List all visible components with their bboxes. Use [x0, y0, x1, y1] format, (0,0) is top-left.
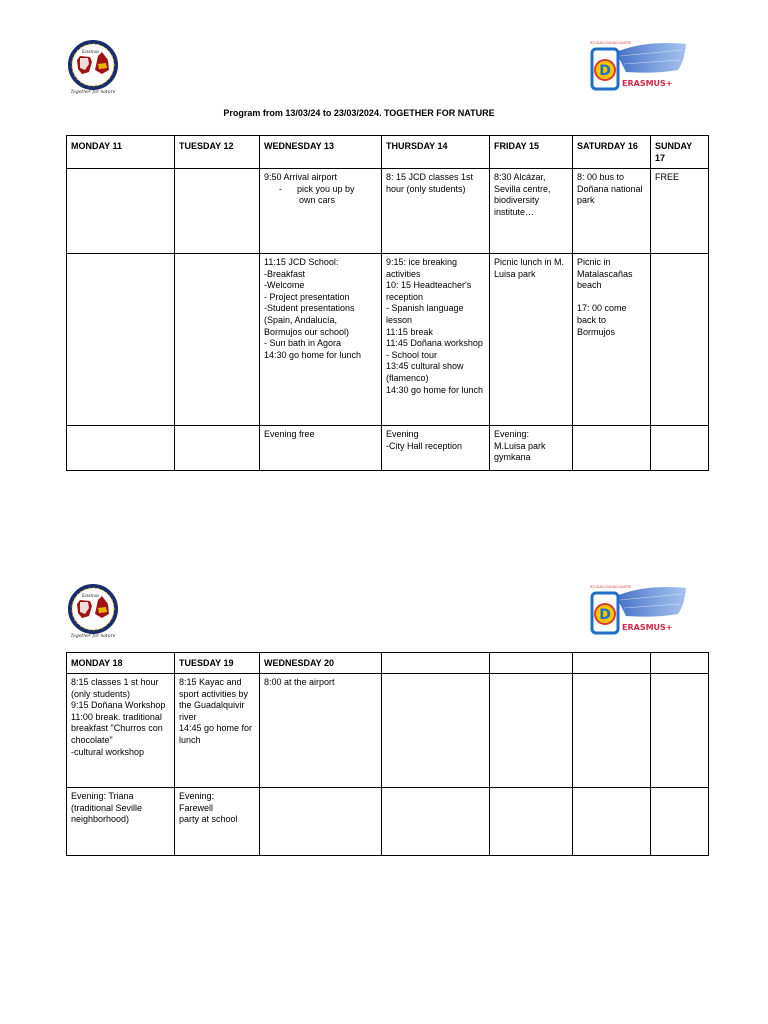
schedule-cell [175, 169, 260, 254]
svg-text:IES JUAN CIUDAD DUARTE: IES JUAN CIUDAD DUARTE [590, 585, 632, 589]
svg-text:IES JUAN CIUDAD DUARTE: IES JUAN CIUDAD DUARTE [590, 41, 632, 45]
school-logo [68, 584, 118, 640]
schedule-cell: 8:00 at the airport [260, 674, 382, 788]
svg-text:D: D [599, 63, 611, 79]
schedule-cell: 9:50 Arrival airport - pick you up by own cars [260, 169, 382, 254]
schedule-cell: 8: 15 JCD classes 1st hour (only students) [382, 169, 490, 254]
schedule-cell [175, 426, 260, 471]
schedule-cell: Picnic lunch in M. Luisa park [490, 254, 573, 426]
schedule-cell [651, 788, 709, 856]
schedule-cell: 11:15 JCD School: -Breakfast -Welcome - Project presentation -Student presentations (Spain, Andalucía, Bormujos our school) - Sun bath in Agora 14:30 go home for lunch [260, 254, 382, 426]
schedule-cell: 9:15: ice breaking activities 10: 15 Headteacher's reception - Spanish language lesson 11:15 break 11:45 Doñana workshop - School tour 13:45 cultural show (flamenco) 14:30 go home for lunch [382, 254, 490, 426]
schedule-cell [651, 426, 709, 471]
schedule-cell [490, 788, 573, 856]
schedule-cell [651, 254, 709, 426]
schedule-cell [175, 254, 260, 426]
schedule-table-week2 [66, 652, 709, 856]
day-header: WEDNESDAY 20 [260, 653, 382, 674]
schedule-cell: 8: 00 bus to Doñana national park [573, 169, 651, 254]
schedule-cell [382, 674, 490, 788]
page-title: Program from 13/03/24 to 23/03/2024. TOGETHER FOR NATURE [223, 108, 495, 118]
schedule-cell: Evening: M.Luisa park gymkana [490, 426, 573, 471]
table-row [67, 254, 709, 426]
svg-text:ERASMUS+: ERASMUS+ [622, 623, 673, 632]
schedule-cell: 8:15 classes 1 st hour (only students) 9:15 Doñana Workshop 11:00 break. traditional breakfast "Churros con chocolate" -cultural workshop [67, 674, 175, 788]
day-header [490, 653, 573, 674]
schedule-cell [573, 674, 651, 788]
table-header-row [67, 653, 709, 674]
schedule-cell: Evening -City Hall reception [382, 426, 490, 471]
schedule-cell [67, 254, 175, 426]
school-logo [68, 40, 118, 96]
svg-text:Together for nature: Together for nature [70, 90, 116, 95]
schedule-cell: Picnic in Matalascañas beach 17: 00 come back to Bormujos [573, 254, 651, 426]
svg-text:Together for nature: Together for nature [70, 634, 116, 639]
svg-text:Erasmus: Erasmus [82, 49, 100, 54]
schedule-cell [67, 426, 175, 471]
day-header: TUESDAY 19 [175, 653, 260, 674]
table-row [67, 426, 709, 471]
day-header: WEDNESDAY 13 [260, 136, 382, 169]
svg-text:D: D [599, 607, 611, 623]
schedule-cell [651, 674, 709, 788]
day-header: THURSDAY 14 [382, 136, 490, 169]
schedule-table-week1 [66, 135, 709, 471]
schedule-cell: Evening free [260, 426, 382, 471]
day-header: SATURDAY 16 [573, 136, 651, 169]
schedule-cell [573, 426, 651, 471]
day-header [651, 653, 709, 674]
day-header: MONDAY 18 [67, 653, 175, 674]
schedule-cell [260, 788, 382, 856]
schedule-cell: 8:30 Alcázar, Sevilla centre, biodiversity institute… [490, 169, 573, 254]
table-row [67, 788, 709, 856]
schedule-cell [490, 674, 573, 788]
schedule-cell: Evening: Farewell party at school [175, 788, 260, 856]
schedule-cell: Evening: Triana (traditional Seville neighborhood) [67, 788, 175, 856]
day-header: MONDAY 11 [67, 136, 175, 169]
day-header: FRIDAY 15 [490, 136, 573, 169]
day-header [573, 653, 651, 674]
erasmus-logo [586, 584, 688, 642]
schedule-cell: 8:15 Kayac and sport activities by the Guadalquivir river 14:45 go home for lunch [175, 674, 260, 788]
erasmus-logo [586, 40, 688, 98]
day-header [382, 653, 490, 674]
schedule-cell [67, 169, 175, 254]
schedule-cell [382, 788, 490, 856]
day-header: TUESDAY 12 [175, 136, 260, 169]
table-row [67, 674, 709, 788]
table-row [67, 169, 709, 254]
table-header-row [67, 136, 709, 169]
svg-text:ERASMUS+: ERASMUS+ [622, 79, 673, 88]
day-header: SUNDAY 17 [651, 136, 709, 169]
schedule-cell: FREE [651, 169, 709, 254]
schedule-cell [573, 788, 651, 856]
svg-text:Erasmus: Erasmus [82, 593, 100, 598]
